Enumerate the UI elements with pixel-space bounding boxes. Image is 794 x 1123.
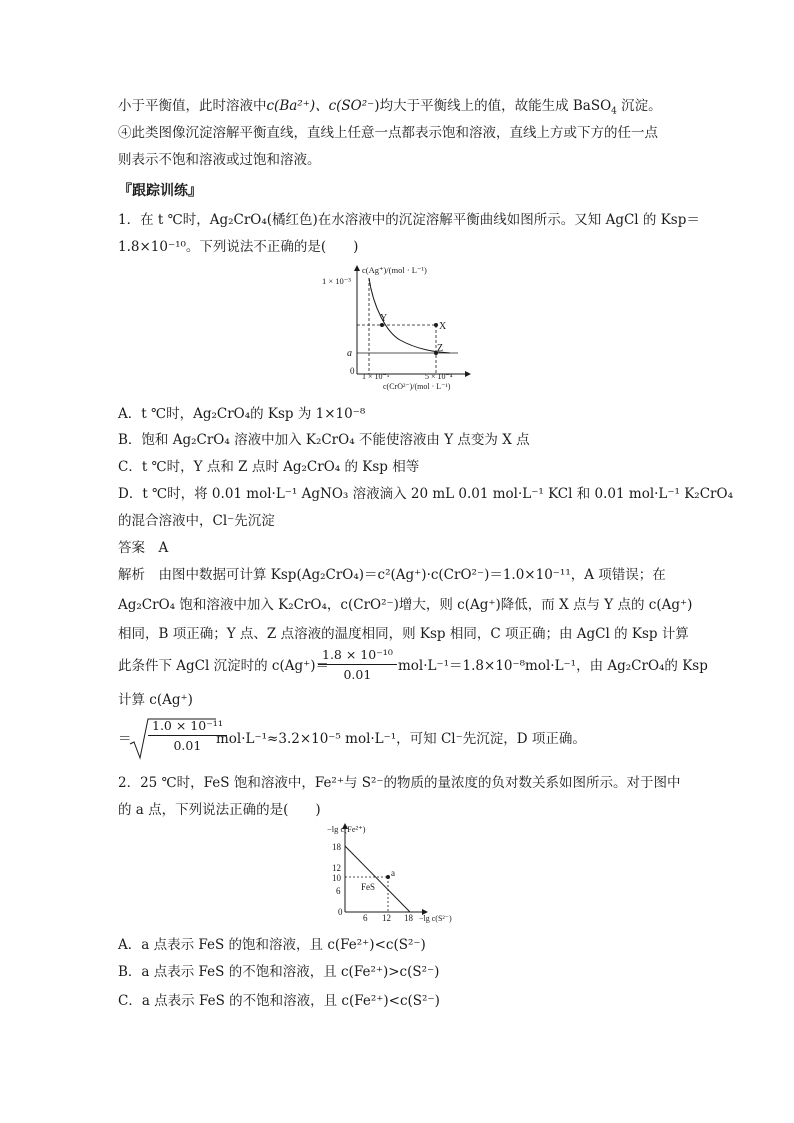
q2-stem-line-1: 2．25 ℃时，FeS 饱和溶液中，Fe²⁺与 S²⁻的物质的量浓度的负对数关系如图所示。对于图中	[118, 775, 681, 791]
q1-stem-line-2: 1.8×10⁻¹⁰。下列说法不正确的是( )	[118, 239, 359, 255]
analysis-line-4b: mol·L⁻¹＝1.8×10⁻⁸mol·L⁻¹，由 Ag₂CrO₄的 Ksp	[398, 658, 708, 674]
q2-option-c: C．a 点表示 FeS 的不饱和溶液，且 c(Fe²⁺)<c(S²⁻)	[118, 993, 440, 1009]
section-title: 『跟踪训练』	[118, 183, 202, 199]
x-axis-label: c(CrO²⁻)/(mol · L⁻¹)	[383, 382, 451, 391]
analysis-line-3: 相同，B 项正确；Y 点、Z 点溶液的温度相同，则 Ksp 相同，C 项正确；由 AgCl 的 Ksp 计算	[118, 626, 689, 642]
origin-label: 0	[350, 366, 355, 376]
q1-option-b: B．饱和 Ag₂CrO₄ 溶液中加入 K₂CrO₄ 不能使溶液由 Y 点变为 X 点	[118, 432, 530, 448]
q2-option-a: A．a 点表示 FeS 的饱和溶液，且 c(Fe²⁺)<c(S²⁻)	[118, 937, 426, 953]
origin-label: 0	[338, 907, 343, 917]
x-tick-12: 12	[382, 913, 391, 923]
q1-stem-line-1: 1．在 t ℃时，Ag₂CrO₄(橘红色)在水溶液中的沉淀溶解平衡曲线如图所示。又知 AgCl 的 Ksp＝	[118, 212, 700, 228]
x-tick-1: 1 × 10⁻⁵	[362, 372, 390, 381]
y-tick-18: 18	[332, 842, 341, 852]
fraction-2-num: 1.0 × 10⁻¹¹	[148, 718, 227, 736]
point-a	[386, 875, 390, 879]
q1-option-d: D．t ℃时，将 0.01 mol·L⁻¹ AgNO₃ 溶液滴入 20 mL 0.01 mol·L⁻¹ KCl 和 0.01 mol·L⁻¹ K₂CrO₄	[118, 486, 733, 502]
analysis-line-4a: 此条件下 AgCl 沉淀时的 c(Ag⁺)＝	[118, 658, 330, 674]
label-x: X	[439, 321, 447, 332]
label-y: Y	[380, 313, 388, 324]
analysis-line-6: mol·L⁻¹≈3.2×10⁻⁵ mol·L⁻¹，可知 Cl⁻先沉淀，D 项正确。	[216, 731, 586, 747]
y-tick-10: 10	[332, 873, 341, 883]
y-tick-top: 1 × 10⁻³	[322, 276, 351, 286]
equilibrium-line	[345, 846, 410, 912]
q2-option-b: B．a 点表示 FeS 的不饱和溶液，且 c(Fe²⁺)>c(S²⁻)	[118, 964, 440, 980]
y-axis-label: c(Ag⁺)/(mol · L⁻¹)	[362, 265, 427, 275]
fraction-2	[148, 718, 227, 753]
intro-line-2: ④此类图像沉淀溶解平衡直线，直线上任意一点都表示饱和溶液，直线上方或下方的任一点	[118, 125, 658, 141]
point-x	[434, 323, 438, 327]
q1-option-a: A．t ℃时，Ag₂CrO₄的 Ksp 为 1×10⁻⁸	[118, 406, 366, 422]
q1-option-c: C．t ℃时，Y 点和 Z 点时 Ag₂CrO₄ 的 Ksp 相等	[118, 459, 420, 475]
eq-sign: ＝	[118, 731, 132, 747]
q1-option-d-cont: 的混合溶液中，Cl⁻先沉淀	[118, 513, 275, 529]
intro-line-1: 小于平衡值，此时溶液中c(Ba²⁺)、c(SO²⁻)均大于平衡线上的值，故能生成 BaSO$_4$ 沉淀。	[118, 98, 662, 117]
y-axis-label: −lg c(Fe²⁺)	[327, 824, 366, 834]
x-tick-18: 18	[404, 913, 413, 923]
fes-lg-graph	[325, 820, 465, 924]
fraction-1-den: 0.01	[343, 667, 372, 682]
q1-answer: 答案 A	[118, 540, 169, 556]
analysis-line-1: 解析 由图中数据可计算 Ksp(Ag₂CrO₄)＝c²(Ag⁺)·c(CrO²⁻)＝1.0×10⁻¹¹，A 项错误；在	[118, 567, 666, 583]
intro-line-3: 则表示不饱和溶液或过饱和溶液。	[118, 152, 321, 168]
fraction-1	[318, 647, 397, 682]
analysis-line-2: Ag₂CrO₄ 饱和溶液中加入 K₂CrO₄，c(CrO²⁻)增大，则 c(Ag⁺)降低，而 X 点与 Y 点的 c(Ag⁺)	[118, 597, 693, 613]
y-tick-12: 12	[332, 863, 341, 873]
fraction-1-num: 1.8 × 10⁻¹⁰	[318, 647, 397, 665]
y-tick-a: a	[347, 348, 352, 359]
q2-stem-line-2: 的 a 点，下列说法正确的是( )	[118, 802, 321, 818]
fraction-2-den: 0.01	[173, 738, 202, 753]
x-axis-label: −lg c(S²⁻)	[419, 914, 452, 923]
x-tick-6: 6	[363, 913, 368, 923]
label-z: Z	[437, 343, 444, 354]
label-a: a	[391, 868, 395, 878]
x-tick-2: 5 × 10⁻⁴	[425, 372, 453, 381]
label-fes: FeS	[361, 882, 376, 892]
analysis-line-5: 计算 c(Ag⁺)	[118, 692, 193, 708]
y-tick-6: 6	[336, 886, 341, 896]
ksp-curve-graph	[300, 262, 500, 394]
